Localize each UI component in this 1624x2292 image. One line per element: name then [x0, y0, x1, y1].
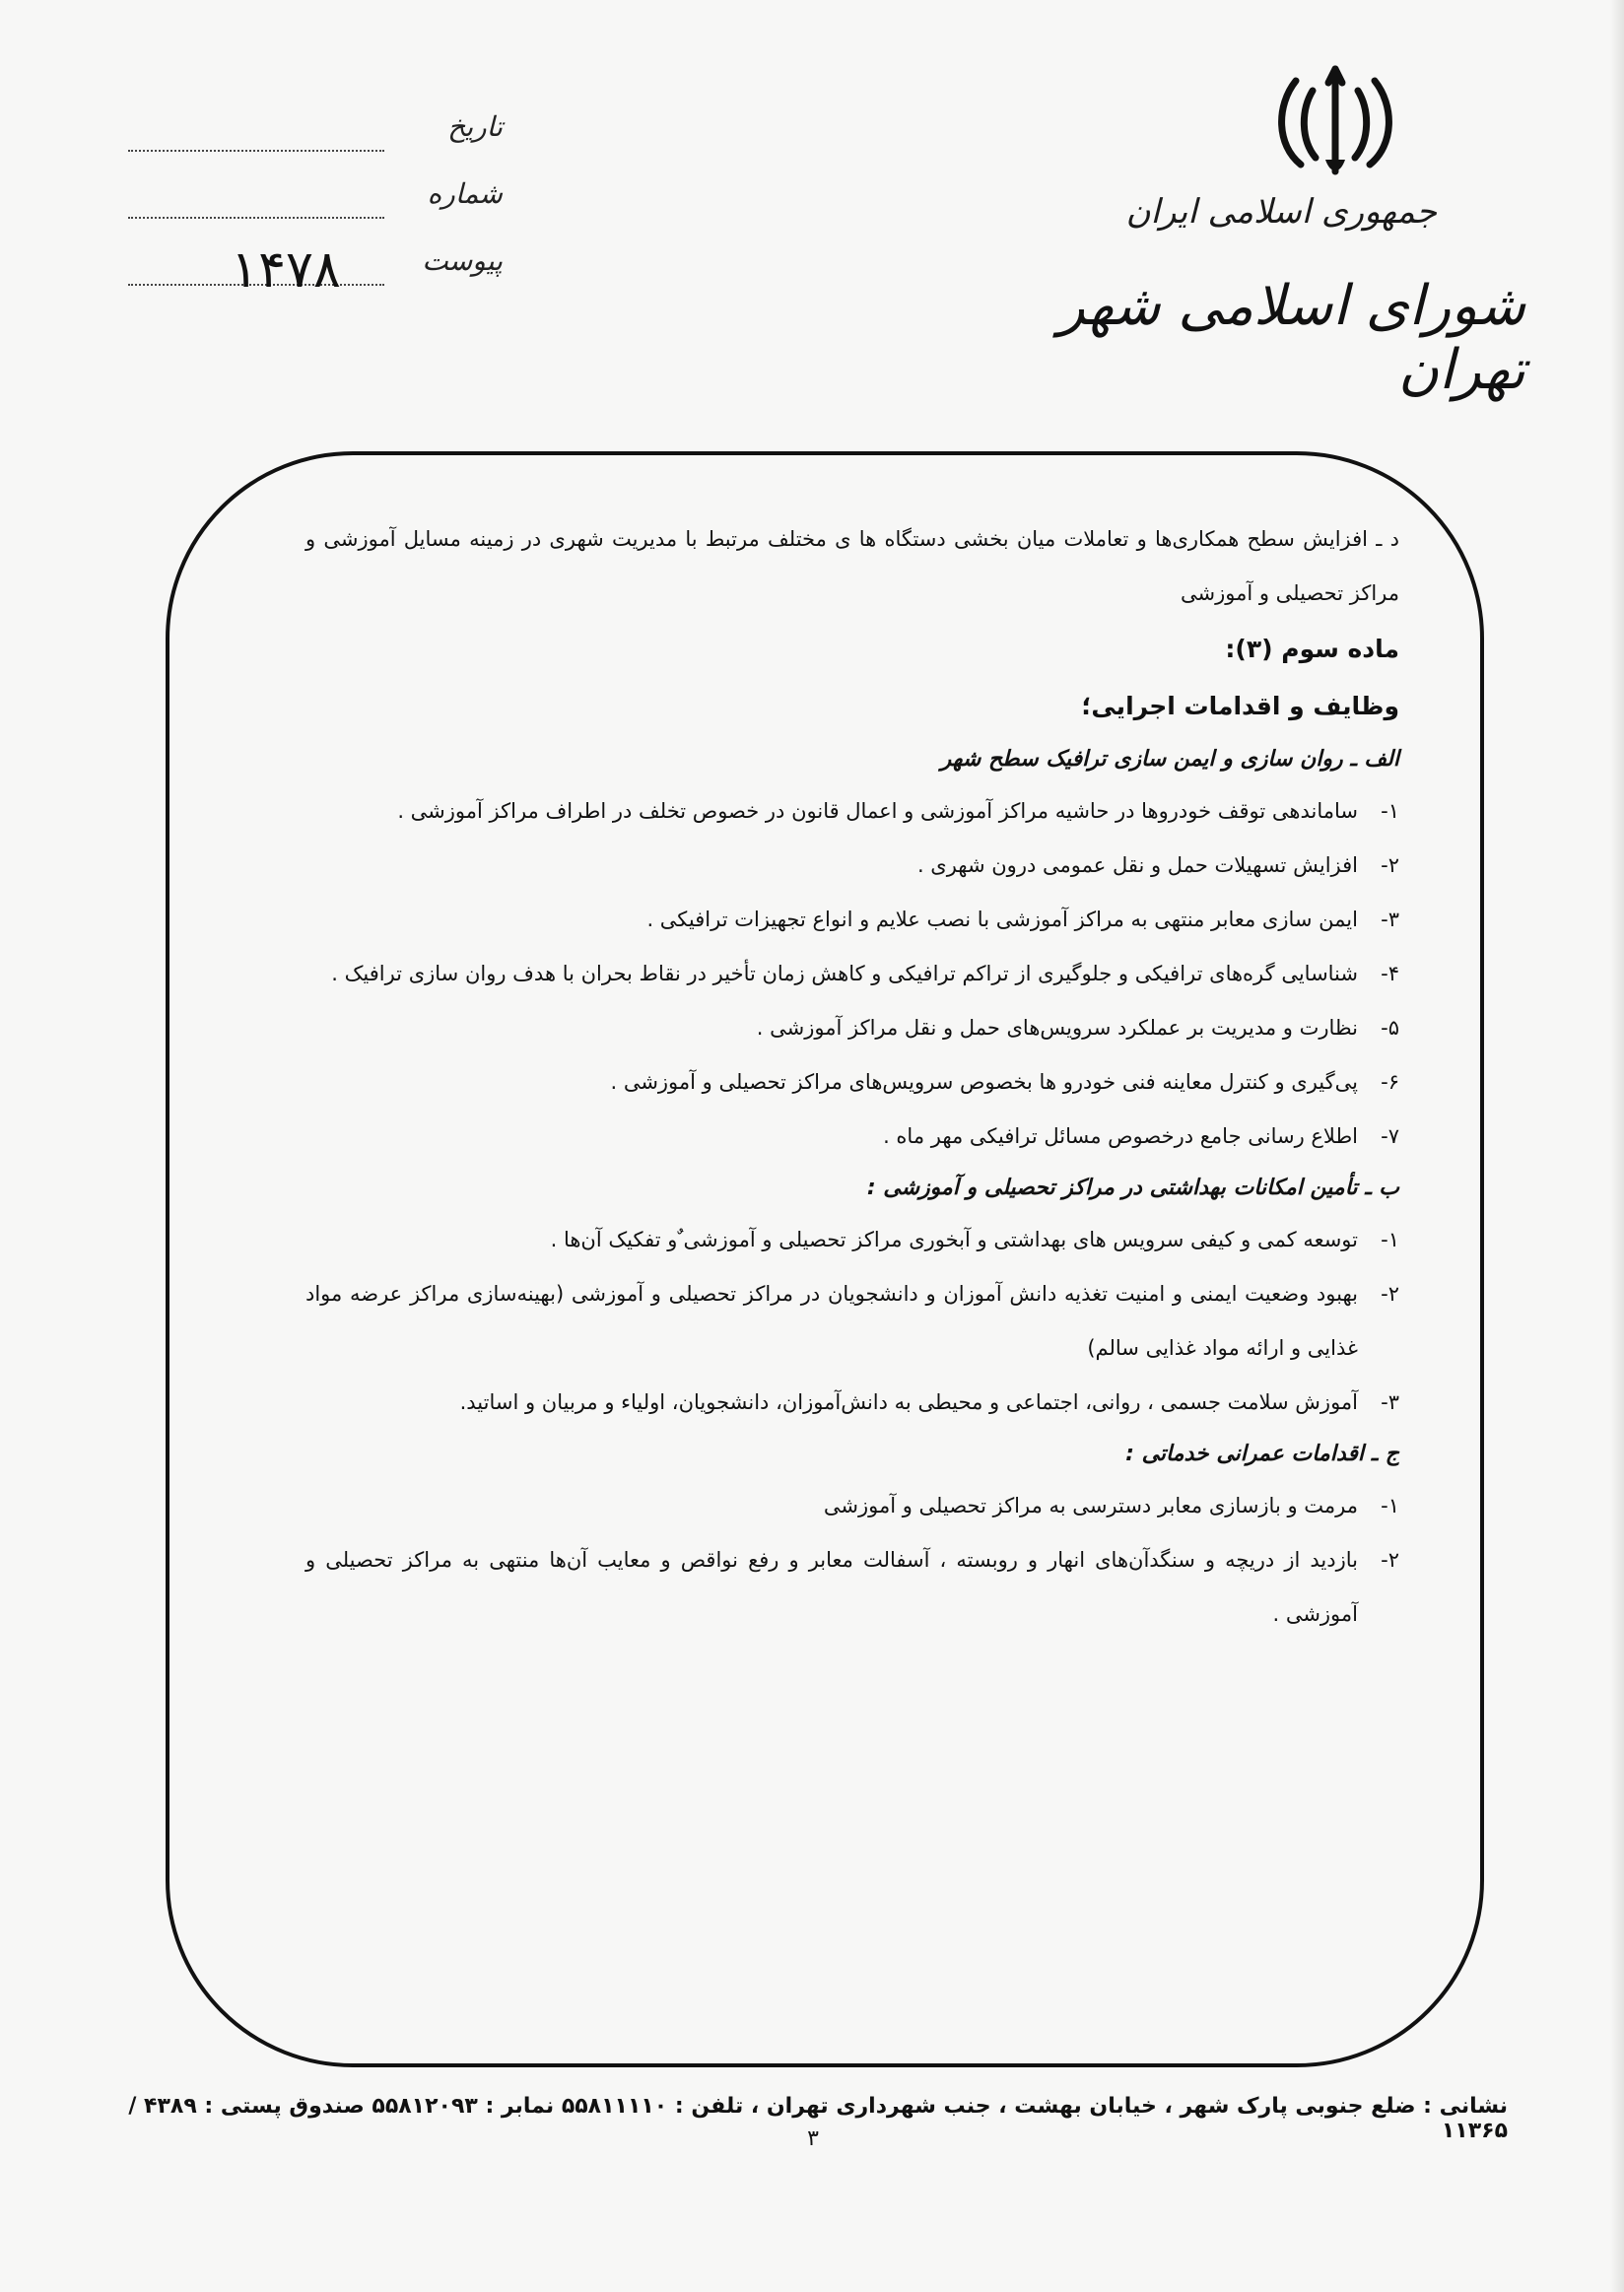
list-item — [305, 1213, 1399, 1267]
meta-row-date — [128, 110, 503, 177]
meta-label-number: شماره — [427, 177, 503, 210]
scan-edge-shadow — [1610, 0, 1624, 2292]
letter-meta — [128, 110, 503, 311]
list-item — [305, 1267, 1399, 1376]
item-number: ۱- — [1381, 1494, 1399, 1517]
page-number: ۳ — [807, 2126, 819, 2151]
item-number: ۱- — [1381, 1228, 1399, 1251]
section-c-title: ج ـ اقدامات عمرانی خدماتی : — [1125, 1442, 1399, 1466]
item-number: ۱- — [1381, 799, 1399, 823]
list-item — [305, 1376, 1399, 1430]
document-body — [305, 512, 1399, 1642]
item-number: ۲- — [1381, 1548, 1399, 1572]
item-text: توسعه کمی و کیفی سرویس های بهداشتی و آبخوری مراکز تحصیلی و آموزشی ٌو تفکیک آن‌ها . — [550, 1228, 1358, 1251]
item-text: شناسایی گره‌های ترافیکی و جلوگیری از تراکم ترافیکی و کاهش زمان تأخیر در نقاط بحران با هدف روان سازی ترافیک . — [331, 962, 1358, 985]
republic-name: جمهوری اسلامی ایران — [1125, 192, 1437, 232]
item-number: ۲- — [1381, 1282, 1399, 1306]
item-text: بهبود وضعیت ایمنی و امنیت تغذیه دانش آموزان و دانشجویان در مراکز تحصیلی و آموزشی (بهینه‌سازی مراکز عرضه مواد غذایی و ارائه مواد غذایی سالم) — [305, 1282, 1358, 1360]
article-title: ماده سوم (۳): — [1225, 635, 1399, 663]
item-text: ساماندهی توقف خودروها در حاشیه مراکز آموزشی و اعمال قانون در خصوص تخلف در اطراف مراکز آموزشی . — [397, 799, 1358, 823]
section-b-title: ب ـ تأمین امکانات بهداشتی در مراکز تحصیلی و آموزشی : — [866, 1176, 1399, 1200]
item-text: آموزش سلامت جسمی ، روانی، اجتماعی و محیطی به دانش‌آموزان، دانشجویان، اولیاء و مربیان و اساتید. — [459, 1390, 1358, 1414]
item-text: مرمت و بازسازی معابر دسترسی به مراکز تحصیلی و آموزشی — [823, 1494, 1358, 1517]
item-text: بازدید از دریچه و سنگدآن‌های انهار و روبسته ، آسفالت معابر و رفع نواقص و معایب آن‌ها منتهی به مراکز تحصیلی و آموزشی . — [305, 1548, 1358, 1626]
duties-title: وظایف و اقدامات اجرایی؛ — [1081, 692, 1399, 720]
intro-paragraph: د ـ افزایش سطح همکاری‌ها و تعاملات میان بخشی دستگاه ها ی مختلف مرتبط با مدیریت شهری در زمینه مسایل آموزشی و مراکز تحصیلی و آموزشی — [305, 527, 1399, 605]
item-text: پی‌گیری و کنترل معاینه فنی خودرو ها بخصوص سرویس‌های مراکز تحصیلی و آموزشی . — [610, 1070, 1358, 1094]
item-text: افزایش تسهیلات حمل و نقل عمومی درون شهری . — [916, 853, 1358, 877]
meta-line-number — [128, 217, 384, 219]
list-item — [305, 839, 1399, 893]
item-number: ۴- — [1381, 962, 1399, 985]
list-item — [305, 784, 1399, 839]
list-item — [305, 1479, 1399, 1533]
item-text: نظارت و مدیریت بر عملکرد سرویس‌های حمل و نقل مراکز آموزشی . — [756, 1016, 1358, 1040]
item-text: اطلاع رسانی جامع درخصوص مسائل ترافیکی مهر ماه . — [883, 1124, 1358, 1148]
iran-emblem-icon — [1271, 61, 1399, 179]
list-item — [305, 1001, 1399, 1055]
item-text: ایمن سازی معابر منتهی به مراکز آموزشی با نصب علایم و انواع تجهیزات ترافیکی . — [646, 908, 1358, 931]
list-item — [305, 893, 1399, 947]
item-number: ۳- — [1381, 1390, 1399, 1414]
list-item — [305, 1110, 1399, 1164]
meta-label-date: تاریخ — [447, 110, 503, 143]
item-number: ۳- — [1381, 908, 1399, 931]
meta-label-attachment: پیوست — [422, 244, 503, 277]
meta-value-attachment: ۱۴۷۸ — [231, 240, 341, 300]
item-number: ۷- — [1381, 1124, 1399, 1148]
meta-row-attachment — [128, 240, 503, 311]
item-number: ۶- — [1381, 1070, 1399, 1094]
item-number: ۵- — [1381, 1016, 1399, 1040]
section-a-title: الف ـ روان سازی و ایمن سازی ترافیک سطح شهر — [940, 747, 1399, 772]
list-item — [305, 1055, 1399, 1110]
list-item — [305, 947, 1399, 1001]
list-item — [305, 1533, 1399, 1642]
council-name: شورای اسلامی شهر تهران — [1057, 274, 1525, 402]
meta-row-number — [128, 177, 503, 244]
meta-line-date — [128, 150, 384, 152]
footer-address: نشانی : ضلع جنوبی پارک شهر ، خیابان بهشت ، جنب شهرداری تهران ، تلفن : ۵۵۸۱۱۱۱۰ نمابر : ۵۵۸۱۲۰۹۳ صندوق پستی : ۴۳۸۹ / ۱۱۳۶۵ — [128, 2094, 1508, 2143]
item-number: ۲- — [1381, 853, 1399, 877]
